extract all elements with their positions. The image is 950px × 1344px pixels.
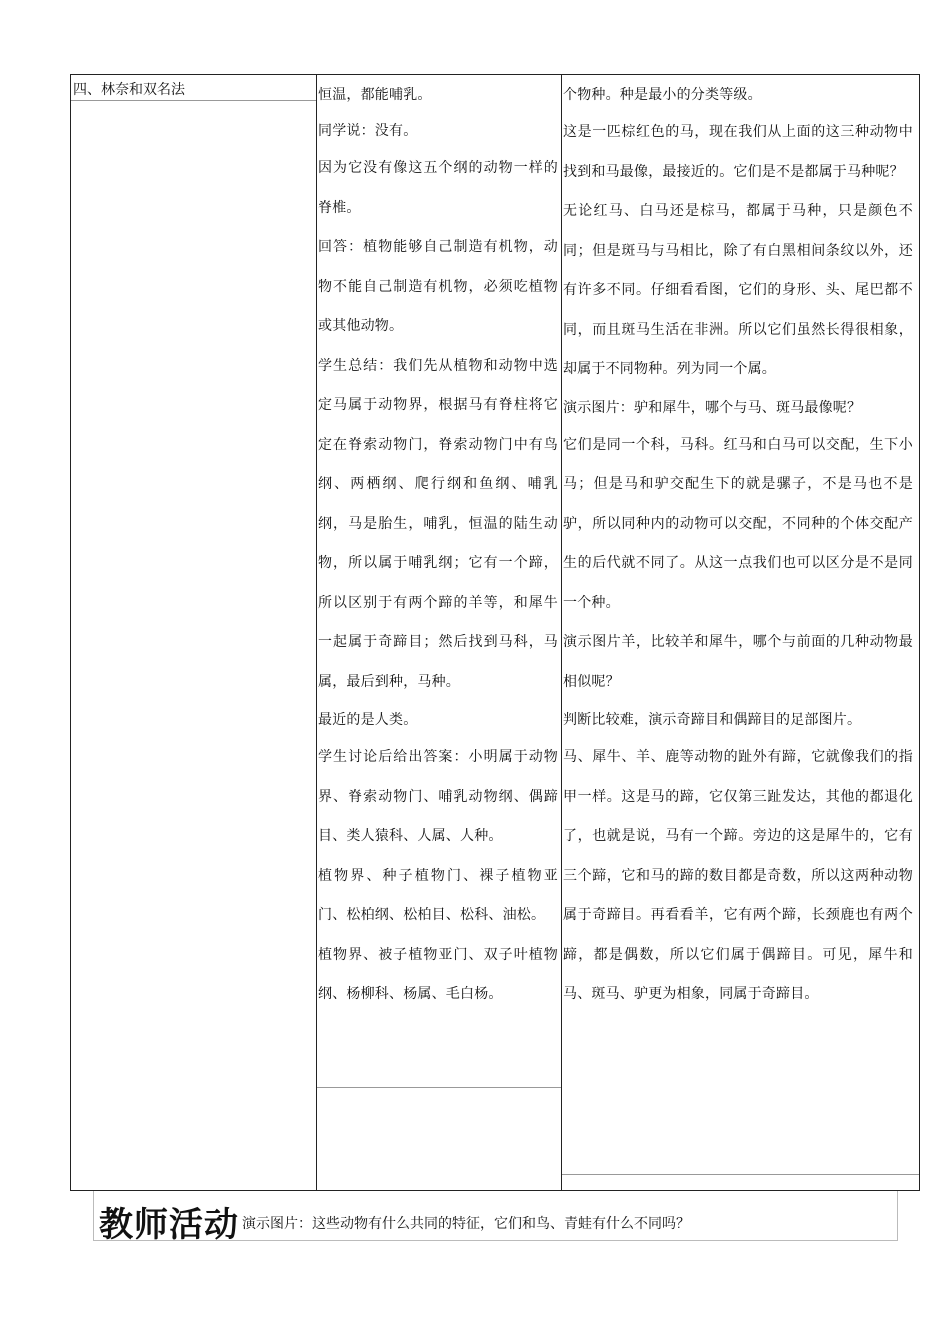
student-paragraph: 最近的是人类。	[318, 712, 418, 728]
student-activity-column	[317, 75, 562, 1190]
student-paragraph: 同学说：没有。	[318, 123, 418, 139]
student-activity-cell	[317, 75, 561, 1088]
student-paragraph: 植物界、种子植物门、裸子植物亚门、松柏纲、松柏目、松科、油松。	[318, 867, 558, 923]
footer-text: 演示图片：这些动物有什么共同的特征，它们和鸟、青蛙有什么不同吗？	[242, 1216, 690, 1232]
teacher-paragraph: 判断比较难，演示奇蹄目和偶蹄目的足部图片。	[563, 712, 862, 728]
teacher-paragraph: 无论红马、白马还是棕马，都属于马种，只是颜色不同；但是斑马与马相比，除了有白黑相间条纹以外，还有许多不同。仔细看看图，它们的身形、头、尾巴都不同，而且斑马生活在非洲。所以它们虽然长得很相象，却属于不同物种。列为同一个属。	[563, 203, 913, 377]
teacher-paragraph: 这是一匹棕红色的马，现在我们从上面的这三种动物中找到和马最像，最接近的。它们是不是都属于马种呢？	[563, 124, 913, 180]
teacher-activity-cell	[562, 75, 919, 1175]
student-paragraph: 恒温，都能哺乳。	[318, 87, 432, 103]
teacher-paragraph: 个物种。种是最小的分类等级。	[563, 87, 762, 103]
student-paragraph: 植物界、被子植物亚门、双子叶植物纲、杨柳科、杨属、毛白杨。	[318, 946, 558, 1002]
lesson-table	[70, 74, 920, 1191]
teacher-activity-footer	[93, 1191, 898, 1245]
student-paragraph: 学生讨论后给出答案：小明属于动物界、脊索动物门、哺乳动物纲、偶蹄目、类人猿科、人属、人种。	[318, 749, 558, 844]
student-paragraph: 回答：植物能够自己制造有机物，动物不能自己制造有机物，必须吃植物或其他动物。	[318, 239, 558, 334]
teacher-paragraph: 它们是同一个科，马科。红马和白马可以交配，生下小马；但是马和驴交配生下的就是骡子，不是马也不是驴，所以同种内的动物可以交配，不同种的个体交配产生的后代就不同了。从这一点我们也可以区分是不是同一个种。	[563, 436, 913, 611]
footer-title: 教师活动	[99, 1205, 239, 1245]
student-paragraph: 学生总结：我们先从植物和动物中选定马属于动物界，根据马有脊柱将它定在脊索动物门，脊索动物门中有鸟纲、两栖纲、爬行纲和鱼纲、哺乳纲，马是胎生，哺乳，恒温的陆生动物，所以属于哺乳纲；它有一个蹄，所以区别于有两个蹄的羊等，和犀牛一起属于奇蹄目；然后找到马科，马属，最后到种，马种。	[318, 357, 558, 690]
section-heading-cell	[71, 75, 316, 101]
teacher-paragraph: 演示图片羊，比较羊和犀牛，哪个与前面的几种动物最相似呢？	[563, 634, 913, 690]
section-heading: 四、林奈和双名法	[73, 82, 185, 98]
teacher-paragraph: 马、犀牛、羊、鹿等动物的趾外有蹄，它就像我们的指甲一样。这是马的蹄，它仅第三趾发达，其他的都退化了，也就是说，马有一个蹄。旁边的这是犀牛的，它有三个蹄，它和马的蹄的数目都是奇数，所以这两种动物属于奇蹄目。再看看羊，它有两个蹄，长颈鹿也有两个蹄，都是偶数，所以它们属于偶蹄目。可见，犀牛和马、斑马、驴更为相象，同属于奇蹄目。	[563, 749, 913, 1002]
student-paragraph: 因为它没有像这五个纲的动物一样的脊椎。	[318, 160, 558, 216]
teacher-activity-column	[562, 75, 919, 1190]
teacher-paragraph: 演示图片：驴和犀牛，哪个与马、斑马最像呢？	[563, 399, 862, 416]
section-column	[71, 75, 317, 1190]
